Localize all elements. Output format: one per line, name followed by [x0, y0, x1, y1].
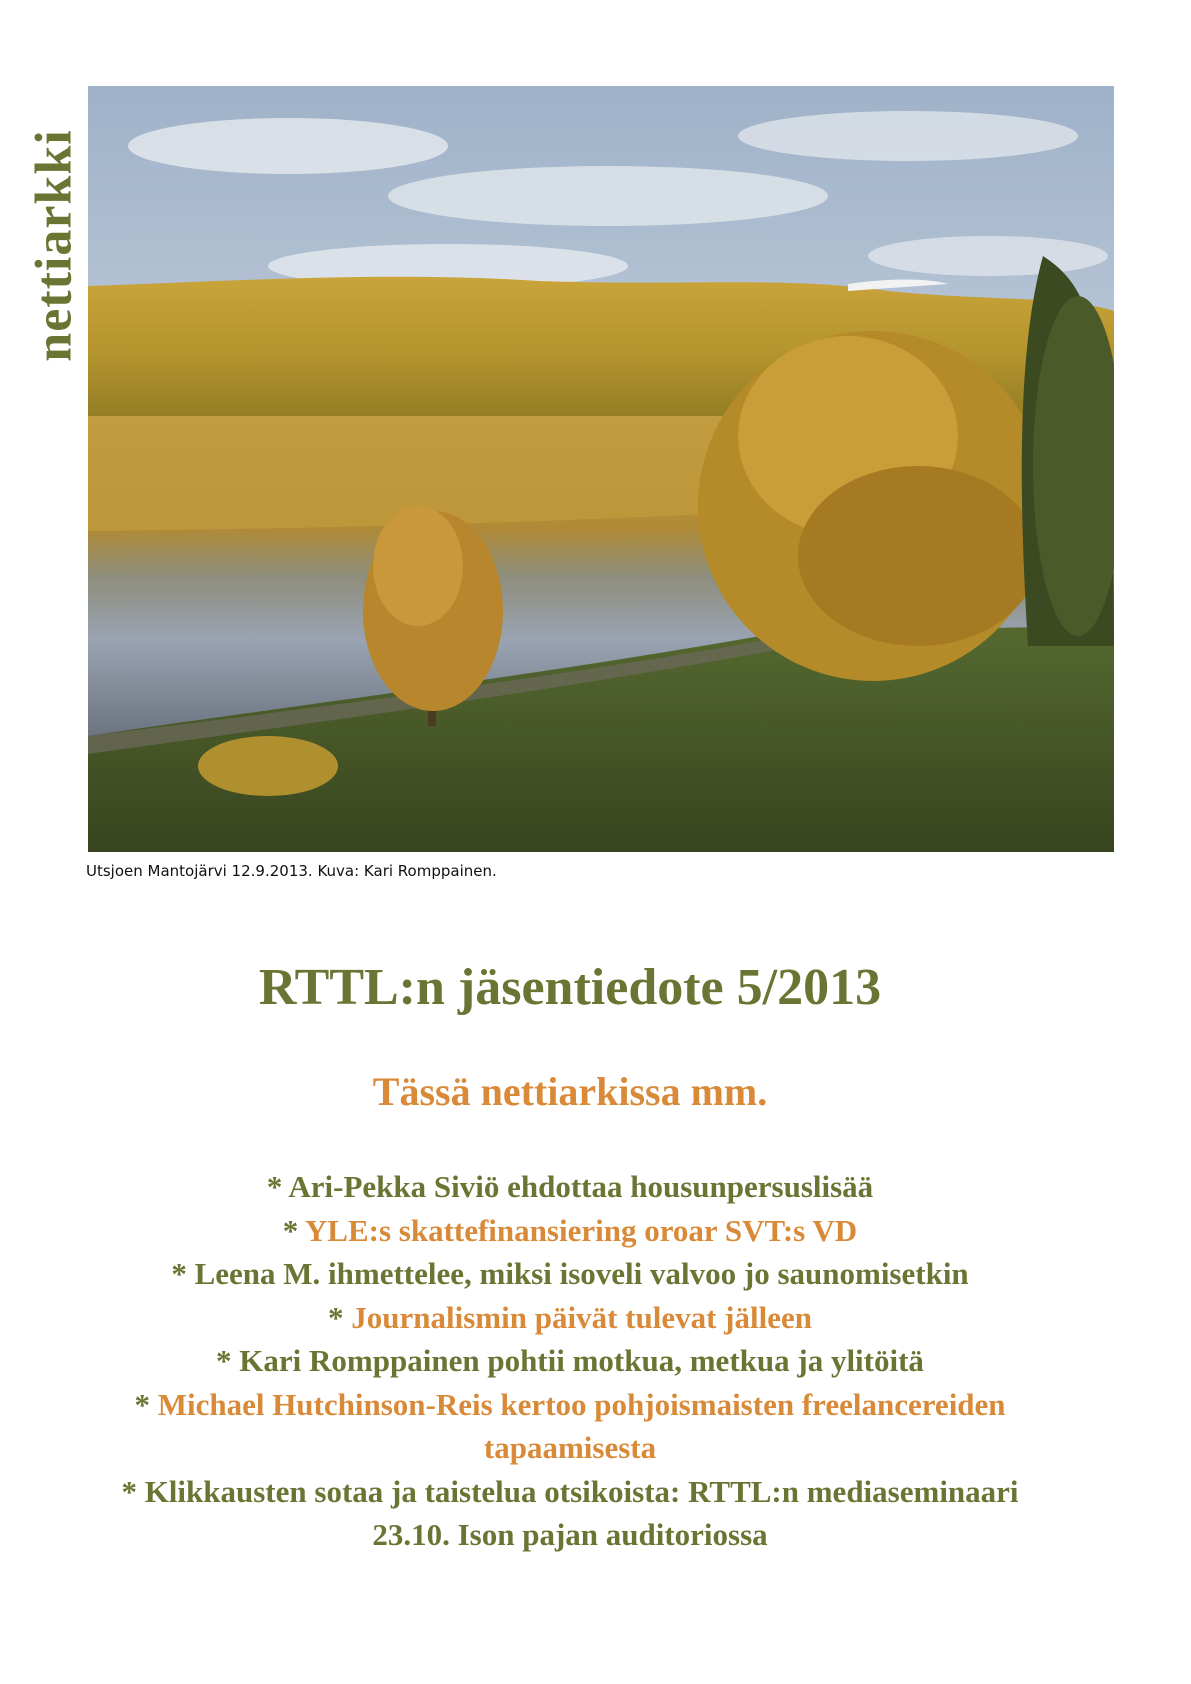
- item-text: Michael Hutchinson-Reis kertoo pohjoismaisten freelancereiden tapaamisesta: [157, 1386, 1006, 1465]
- side-title-text: nettiarkki: [25, 128, 83, 362]
- item-text: Leena M. ihmettelee, miksi isoveli valvoo jo saunomisetkin: [194, 1256, 969, 1291]
- contents-list: [120, 1165, 1020, 1557]
- list-item: * YLE:s skattefinansiering oroar SVT:s VD: [282, 1212, 858, 1248]
- list-item: * Klikkausten sotaa ja taistelua otsikoista: RTTL:n mediaseminaari 23.10. Ison pajan auditoriossa: [121, 1473, 1019, 1552]
- item-text: Klikkausten sotaa ja taistelua otsikoista: RTTL:n mediaseminaari 23.10. Ison pajan auditoriossa: [144, 1473, 1019, 1552]
- list-item: * Michael Hutchinson-Reis kertoo pohjoismaisten freelancereiden tapaamisesta: [134, 1386, 1006, 1465]
- photo-caption: Utsjoen Mantojärvi 12.9.2013. Kuva: Kari Romppainen.: [86, 862, 497, 880]
- cover-photo: [88, 86, 1114, 852]
- list-item: * Ari-Pekka Siviö ehdottaa housunpersuslisää: [266, 1169, 874, 1204]
- item-text: Ari-Pekka Siviö ehdottaa housunpersuslisää: [288, 1169, 874, 1204]
- list-item: * Kari Romppainen pohtii motkua, metkua ja ylitöitä: [216, 1343, 924, 1378]
- item-text: Kari Romppainen pohtii motkua, metkua ja ylitöitä: [239, 1343, 924, 1378]
- page-title: RTTL:n jäsentiedote 5/2013: [258, 959, 882, 1016]
- lake-landscape-image: [88, 86, 1114, 852]
- item-text: YLE:s skattefinansiering oroar SVT:s VD: [304, 1212, 858, 1248]
- list-item: * Leena M. ihmettelee, miksi isoveli valvoo jo saunomisetkin: [171, 1256, 969, 1291]
- subtitle: Tässä nettiarkissa mm.: [372, 1069, 768, 1114]
- item-text: Journalismin päivät tulevat jälleen: [351, 1299, 812, 1335]
- list-item: * Journalismin päivät tulevat jälleen: [328, 1299, 812, 1335]
- side-title: [24, 90, 84, 400]
